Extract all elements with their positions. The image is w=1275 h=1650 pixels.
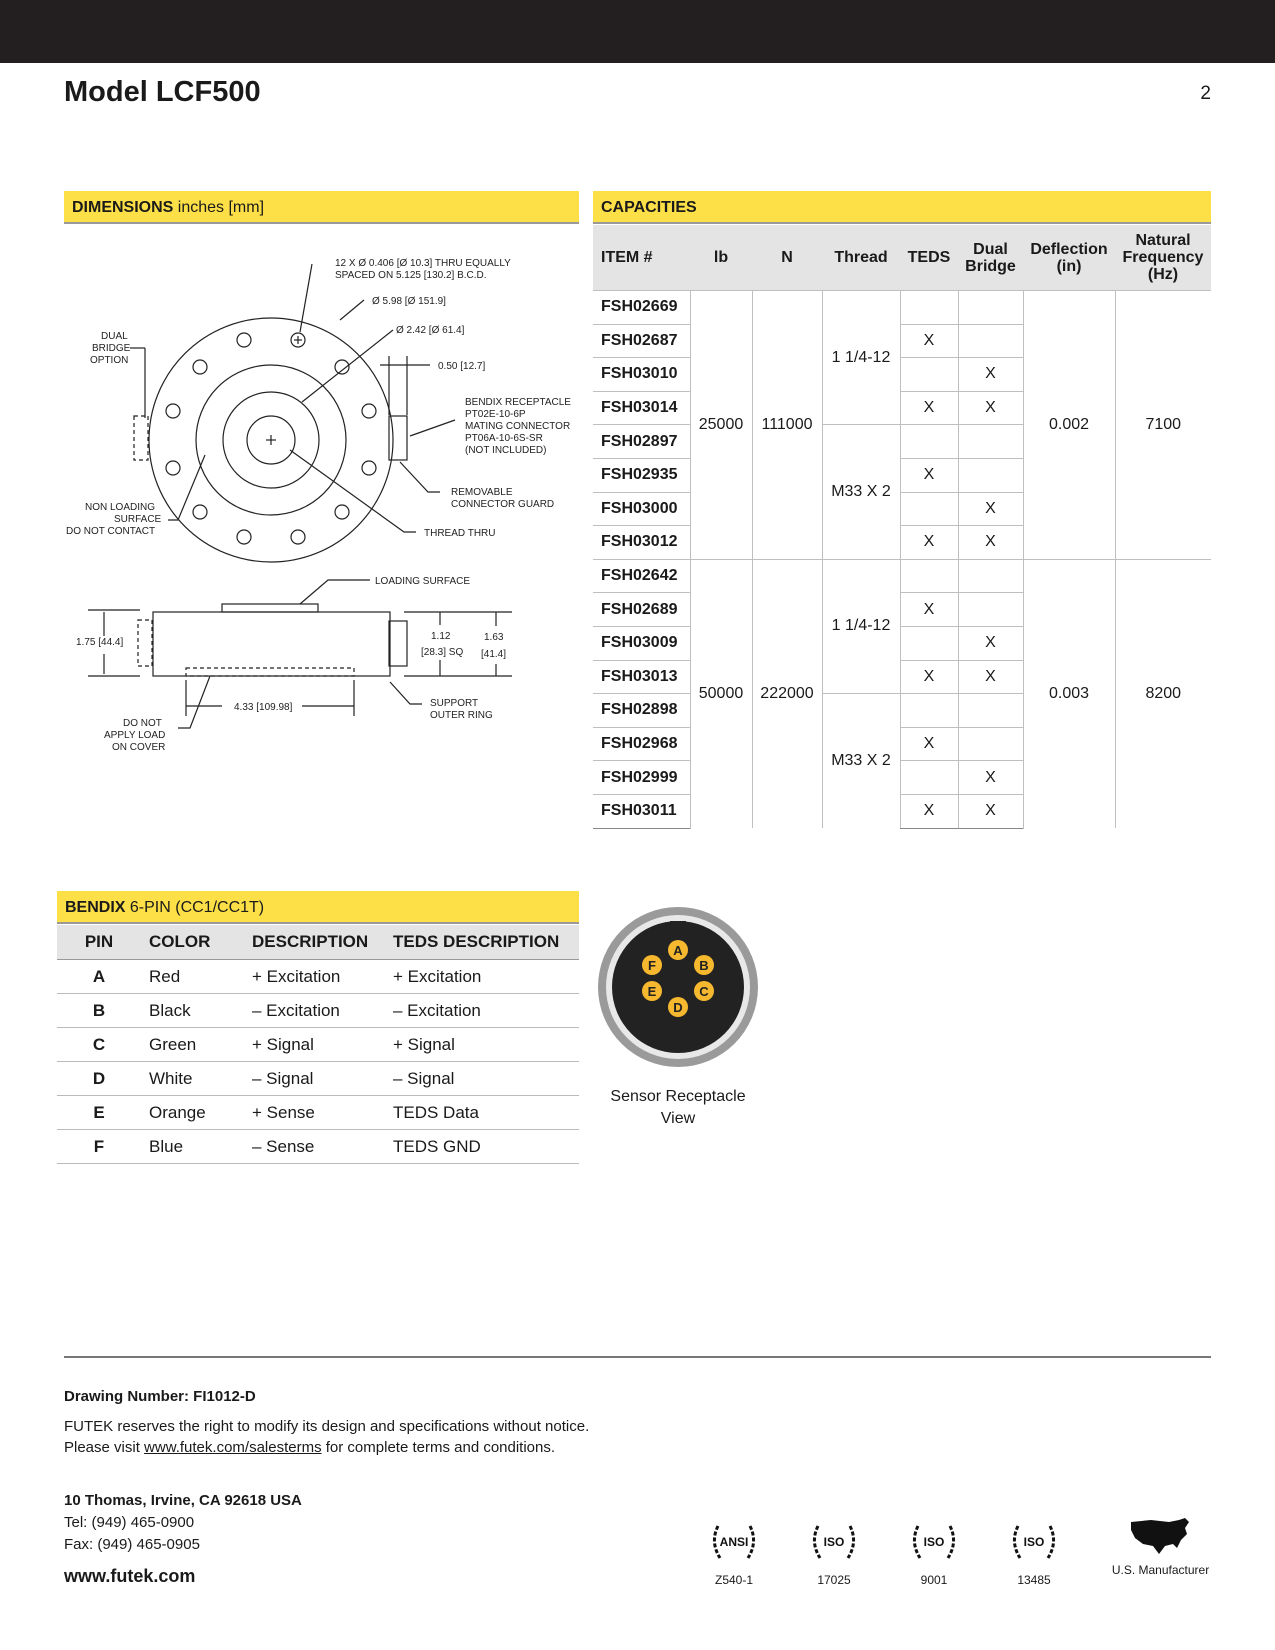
dual-bridge-label-3: OPTION [90,355,129,366]
pin-row [57,994,579,1028]
item-number: FSH03010 [593,358,690,392]
col-teds: TEDS [900,225,958,291]
pin-letter: E [57,1096,141,1130]
col-lb: lb [690,225,752,291]
top-bar [0,0,1275,63]
dual-bridge-mark [958,458,1023,492]
non-loading-label-1: NON LOADING [85,502,156,513]
item-number: FSH02935 [593,458,690,492]
teds-mark [900,492,958,526]
item-number: FSH02968 [593,727,690,761]
dual-bridge-mark: X [958,660,1023,694]
deflection-value: 0.003 [1023,559,1115,828]
certification-badge [794,1518,874,1587]
pin-description: + Excitation [244,960,385,994]
us-manufacturer-label: U.S. Manufacturer [1111,1563,1210,1577]
bendix-label-3: MATING CONNECTOR [465,421,571,432]
pin-letter: F [57,1130,141,1164]
col-deflection: Deflection (in) [1023,225,1115,291]
support-label-2: OUTER RING [430,710,493,721]
teds-mark [900,761,958,795]
laurel-wreath-icon [1006,1518,1062,1566]
bendix-label-2: PT02E-10-6P [465,409,526,420]
pin-description: – Signal [244,1062,385,1096]
teds-mark [900,425,958,459]
badge-text: ISO [823,1535,845,1549]
item-number: FSH03013 [593,660,690,694]
dual-bridge-mark: X [958,794,1023,828]
frequency-value: 8200 [1115,559,1211,828]
certification-label: Z540-1 [714,1573,754,1587]
receptacle-pin-label: D [673,1000,683,1015]
item-number: FSH03014 [593,391,690,425]
item-number: FSH03012 [593,526,690,560]
notice [64,1416,589,1458]
dual-bridge-mark: X [958,626,1023,660]
receptacle-pin [642,955,662,975]
dual-bridge-mark [958,324,1023,358]
loading-surface-label: LOADING SURFACE [375,576,471,587]
do-not-apply-label-2: APPLY LOAD [104,730,166,741]
fax: Fax: (949) 465-0905 [64,1536,200,1553]
dual-bridge-label-1: DUAL [101,331,128,342]
receptacle-pin-label: C [699,984,709,999]
dual-bridge-mark: X [958,761,1023,795]
notice-line-1: FUTEK reserves the right to modify its design and specifications without notice. [64,1418,590,1435]
usa-map-icon [1129,1516,1193,1556]
dual-bridge-mark: X [958,492,1023,526]
phone: Tel: (949) 465-0900 [64,1514,195,1531]
thread-thru-label: THREAD THRU [424,528,496,539]
height-163-label: 1.63 [484,632,504,643]
bendix-label-4: PT06A-10-6S-SR [465,433,543,444]
thread-spec: 1 1/4-12 [822,559,900,693]
dual-bridge-label-2: BRIDGE [92,343,131,354]
col-n: N [752,225,822,291]
teds-mark: X [900,727,958,761]
website-link[interactable]: www.futek.com [64,1566,196,1586]
item-number: FSH03000 [593,492,690,526]
dual-bridge-mark: X [958,391,1023,425]
holes-label-2: SPACED ON 5.125 [130.2] B.C.D. [335,270,487,281]
inner-diameter-label: Ø 2.42 [Ø 61.4] [396,325,465,336]
address: 10 Thomas, Irvine, CA 92618 USA [64,1492,302,1509]
teds-description: – Excitation [385,994,579,1028]
receptacle-caption-line2: View [660,1110,696,1127]
pin-row [57,1096,579,1130]
item-number: FSH02669 [593,291,690,325]
teds-description: – Signal [385,1062,579,1096]
pin-description: – Excitation [244,994,385,1028]
capacity-lb: 50000 [690,559,752,828]
teds-description: + Excitation [385,960,579,994]
pin-row [57,1130,579,1164]
height-112-sq-label: [28.3] SQ [421,647,464,658]
wire-color: Green [141,1028,244,1062]
teds-mark: X [900,794,958,828]
item-number: FSH03009 [593,626,690,660]
capacity-row [593,559,1211,593]
height-163-mm-label: [41.4] [481,649,507,660]
notice-line-2 [64,1437,589,1458]
receptacle-pin [668,997,688,1017]
col-teds-description: TEDS DESCRIPTION [385,925,579,960]
teds-mark [900,291,958,325]
guard-label-1: REMOVABLE [451,487,513,498]
dimension-drawing [64,232,584,762]
item-number: FSH02642 [593,559,690,593]
drawing-number: Drawing Number: FI1012-D [64,1388,256,1405]
notice-pre: Please visit [64,1439,145,1456]
receptacle-pin [668,940,688,960]
badge-text: ISO [1023,1535,1045,1549]
receptacle-caption [596,1086,760,1130]
col-item: ITEM # [593,225,690,291]
notice-post: for complete terms and conditions. [321,1439,556,1456]
dual-bridge-mark [958,425,1023,459]
outer-diameter-label: Ø 5.98 [Ø 151.9] [372,296,446,307]
receptacle-pin [694,955,714,975]
teds-mark [900,559,958,593]
certification-badge [994,1518,1074,1587]
item-number: FSH02687 [593,324,690,358]
badge-text: ISO [923,1535,945,1549]
us-manufacturer-badge [1098,1516,1223,1577]
dual-bridge-mark: X [958,526,1023,560]
col-thread: Thread [822,225,900,291]
col-color: COLOR [141,925,244,960]
dimensions-units: inches [mm] [173,199,265,216]
thread-spec: M33 X 2 [822,425,900,559]
thread-spec: 1 1/4-12 [822,291,900,425]
teds-mark: X [900,526,958,560]
bendix-label-1: BENDIX RECEPTACLE [465,397,571,408]
receptacle-pin-label: E [647,984,657,999]
guard-label-2: CONNECTOR GUARD [451,499,555,510]
col-frequency: Natural Frequency (Hz) [1115,225,1211,291]
wire-color: White [141,1062,244,1096]
col-pin: PIN [57,925,141,960]
dual-bridge-mark: X [958,358,1023,392]
certification-label: 17025 [817,1573,851,1587]
pin-description: + Signal [244,1028,385,1062]
wire-color: Orange [141,1096,244,1130]
pin-row [57,960,579,994]
height-175-label: 1.75 [44.4] [76,637,124,648]
bendix-subtitle: 6-PIN (CC1/CC1T) [125,899,265,916]
badge-text: ANSI [719,1535,749,1549]
teds-mark: X [900,660,958,694]
receptacle-caption-line1: Sensor Receptacle [610,1088,746,1105]
teds-mark [900,626,958,660]
item-number: FSH02898 [593,694,690,728]
capacity-lb: 25000 [690,291,752,560]
pin-description: + Sense [244,1096,385,1130]
dual-bridge-mark [958,694,1023,728]
teds-mark [900,358,958,392]
laurel-wreath-icon [906,1518,962,1566]
non-loading-label-2: SURFACE [114,514,162,525]
certification-badge [894,1518,974,1587]
do-not-apply-label-3: ON COVER [112,742,166,753]
wire-color: Red [141,960,244,994]
teds-description: + Signal [385,1028,579,1062]
pin-description: – Sense [244,1130,385,1164]
receptacle-pin [642,981,662,1001]
sales-terms-link[interactable]: www.futek.com/salesterms [144,1439,322,1456]
receptacle-pin [694,981,714,1001]
bendix-pin-table [57,925,579,1164]
teds-description: TEDS GND [385,1130,579,1164]
support-label-1: SUPPORT [430,698,479,709]
pin-letter: B [57,994,141,1028]
holes-label: 12 X Ø 0.406 [Ø 10.3] THRU EQUALLY [335,258,511,269]
laurel-wreath-icon [706,1518,762,1566]
page-number: 2 [1200,83,1211,104]
col-dual-bridge: Dual Bridge [958,225,1023,291]
pin-row [57,1028,579,1062]
certification-label: 9001 [920,1573,948,1587]
teds-mark: X [900,458,958,492]
page-title: Model LCF500 [64,76,261,108]
item-number: FSH02897 [593,425,690,459]
teds-mark [900,694,958,728]
receptacle-pin-label: B [699,958,709,973]
dimensions-header [64,191,579,224]
pin-row [57,1062,579,1096]
certification-label: 13485 [1017,1573,1051,1587]
bendix-title: BENDIX [65,899,126,916]
pin-letter: D [57,1062,141,1096]
height-112-label: 1.12 [431,631,451,642]
dual-bridge-mark [958,559,1023,593]
dual-bridge-mark [958,593,1023,627]
item-number: FSH02689 [593,593,690,627]
item-number: FSH02999 [593,761,690,795]
receptacle-pin-label: F [648,958,656,973]
width-050-label: 0.50 [12.7] [438,361,486,372]
teds-description: TEDS Data [385,1096,579,1130]
contact-block [64,1490,302,1556]
teds-mark: X [900,391,958,425]
teds-mark: X [900,324,958,358]
wire-color: Black [141,994,244,1028]
dual-bridge-mark [958,291,1023,325]
footer-divider [64,1356,1211,1358]
capacity-row [593,291,1211,325]
laurel-wreath-icon [806,1518,862,1566]
capacities-table [593,225,1211,829]
capacity-n: 111000 [752,291,822,560]
dual-bridge-mark [958,727,1023,761]
item-number: FSH03011 [593,794,690,828]
bendix-header [57,891,579,924]
col-description: DESCRIPTION [244,925,385,960]
capacity-n: 222000 [752,559,822,828]
deflection-value: 0.002 [1023,291,1115,560]
sensor-receptacle-diagram [596,905,760,1069]
pin-letter: C [57,1028,141,1062]
thread-spec: M33 X 2 [822,694,900,828]
certification-badge [694,1518,774,1587]
teds-mark: X [900,593,958,627]
frequency-value: 7100 [1115,291,1211,560]
do-not-apply-label-1: DO NOT [123,718,162,729]
receptacle-pin-label: A [673,943,683,958]
non-loading-label-3: DO NOT CONTACT [66,526,156,537]
wire-color: Blue [141,1130,244,1164]
width-433-label: 4.33 [109.98] [234,702,293,713]
pin-letter: A [57,960,141,994]
capacities-title: CAPACITIES [601,199,697,216]
bendix-label-5: (NOT INCLUDED) [465,445,547,456]
dimensions-title: DIMENSIONS [72,199,174,216]
capacities-header [593,191,1211,224]
